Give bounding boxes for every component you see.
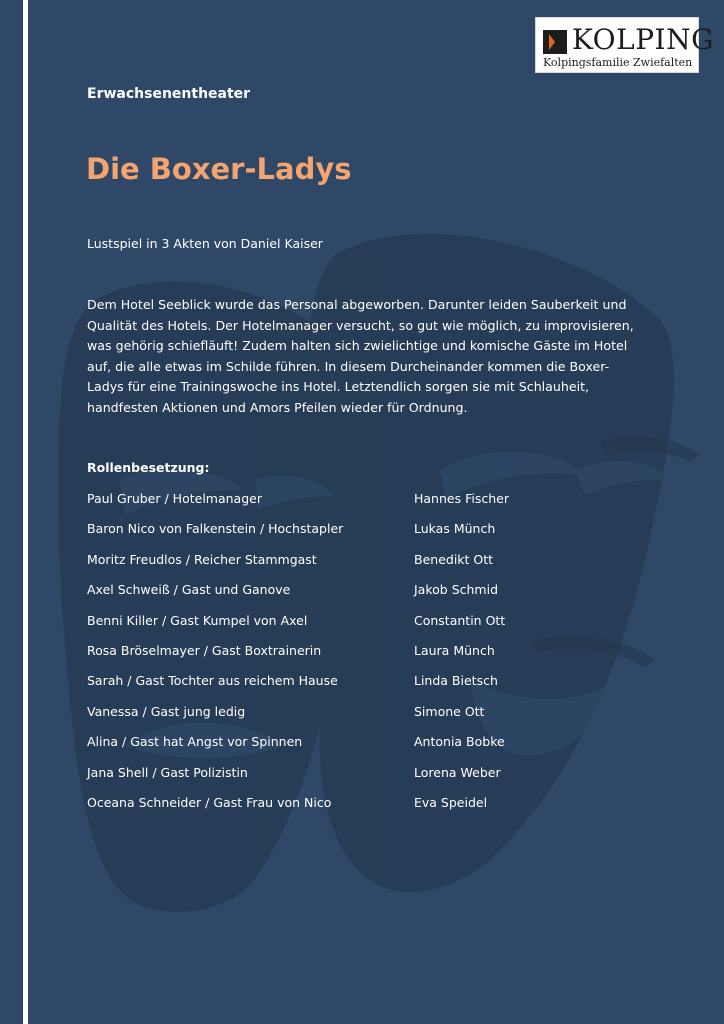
cast-actor: Antonia Bobke (414, 734, 505, 750)
cast-row (87, 520, 647, 550)
cast-row (87, 672, 647, 702)
cast-actor: Lorena Weber (414, 764, 501, 780)
cast-role: Axel Schweiß / Gast und Ganove (87, 582, 291, 598)
cast-actor: Laura Münch (414, 642, 495, 658)
cast-actor: Eva Speidel (414, 794, 488, 810)
cast-role: Paul Gruber / Hotelmanager (87, 491, 262, 506)
cast-row (87, 490, 647, 520)
cast-role: Rosa Bröselmayer / Gast Boxtrainerin (87, 642, 322, 658)
cast-role: Baron Nico von Falkenstein / Hochstapler (87, 521, 344, 537)
logo-subtitle: Kolpingsfamilie Zwiefalten (543, 56, 693, 69)
cast-row (87, 612, 647, 642)
kolping-k-icon (543, 30, 567, 54)
cast-row (87, 703, 647, 733)
cast-role: Jana Shell / Gast Polizistin (87, 764, 248, 780)
category-label: Erwachsenentheater (87, 86, 251, 102)
cast-actor: Linda Bietsch (414, 673, 498, 689)
cast-actor: Jakob Schmid (414, 582, 499, 598)
cast-actor: Benedikt Ott (414, 551, 494, 567)
cast-role: Sarah / Gast Tochter aus reichem Hause (87, 673, 338, 689)
cast-role: Benni Killer / Gast Kumpel von Axel (87, 612, 308, 628)
cast-role: Moritz Freudlos / Reicher Stammgast (87, 551, 317, 567)
play-description: Dem Hotel Seeblick wurde das Personal abgeworben. Darunter leiden Sauberkeit und Qualität des Hotels. Der Hotelmanager versucht, so gut wie möglich, zu improvisieren, was gehörig schiefläuft! Zudem halten sich zwielichtige und komische Gäste im Hotel auf, die alle etwas im Schilde führen. In diesem Durcheinander kommen die Boxer-Ladys für eine Trainingswoche ins Hotel. Letztendlich sorgen sie mit Schlauheit, handfesten Aktionen und Amors Pfeilen wieder für Ordnung. (87, 297, 634, 415)
cast-list (87, 490, 647, 824)
cast-heading: Rollenbesetzung: (87, 460, 210, 475)
cast-role: Vanessa / Gast jung ledig (87, 703, 246, 719)
cast-role: Oceana Schneider / Gast Frau von Nico (87, 794, 332, 810)
cast-row (87, 642, 647, 672)
cast-actor: Simone Ott (414, 703, 485, 719)
logo-wordmark: KOLPING (572, 23, 714, 56)
cast-row (87, 733, 647, 763)
cast-role: Alina / Gast hat Angst vor Spinnen (87, 734, 303, 750)
kolping-logo (535, 17, 714, 73)
cast-actor: Lukas Münch (414, 521, 496, 537)
cast-row (87, 581, 647, 611)
play-subtitle: Lustspiel in 3 Akten von Daniel Kaiser (87, 236, 323, 251)
cast-row (87, 764, 647, 794)
cast-row (87, 794, 647, 824)
cast-actor: Hannes Fischer (414, 491, 509, 506)
cast-actor: Constantin Ott (414, 612, 506, 628)
play-title: Die Boxer-Ladys (86, 152, 352, 186)
cast-row (87, 551, 647, 581)
